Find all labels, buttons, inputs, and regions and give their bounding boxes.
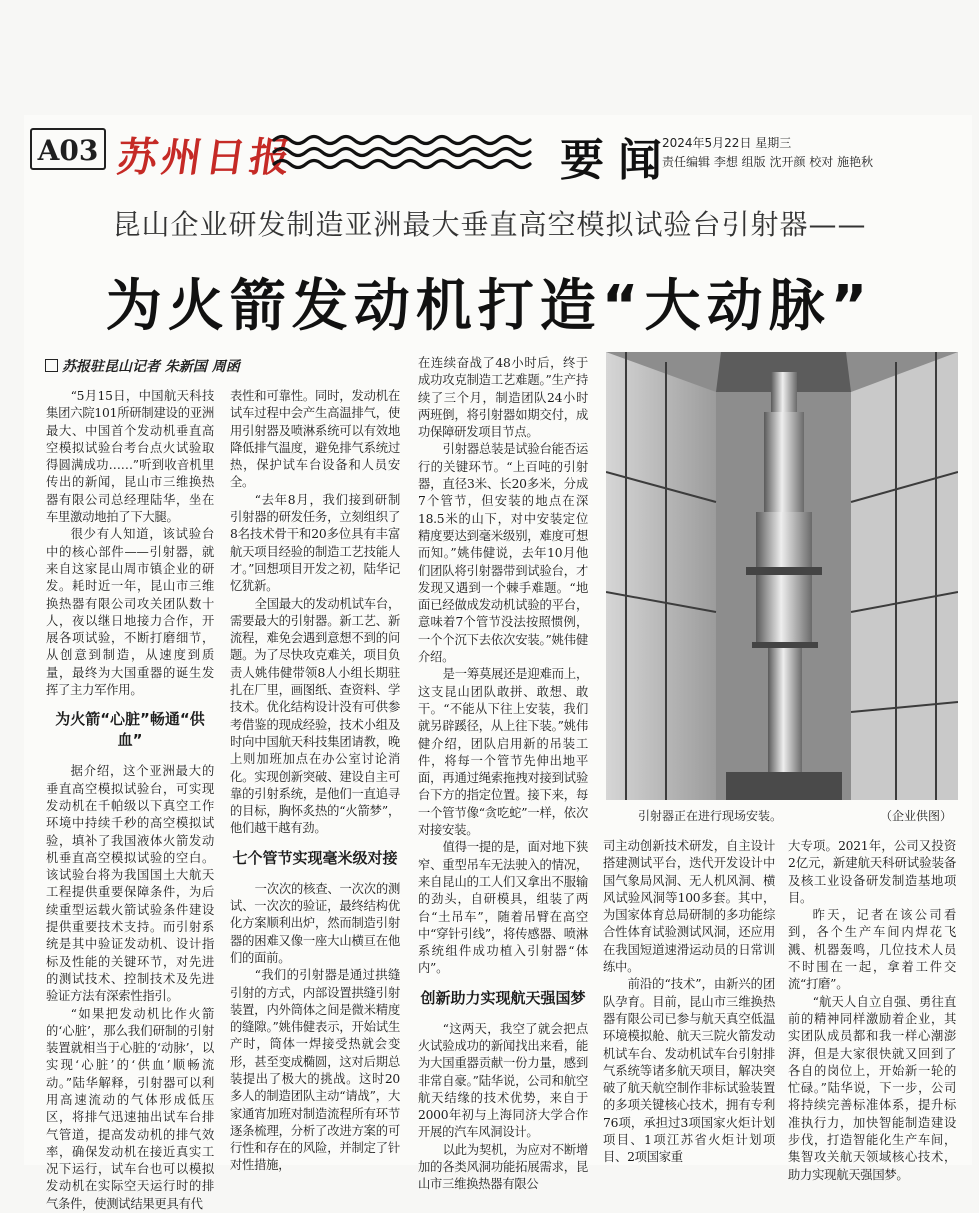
paragraph: 前沿的“技术”，由新兴的团队孕育。目前，昆山市三维换热器有限公司已参与航天真空低温环境模拟舱、航天三院火箭发动机试车台、发动机试车台引射排气系统等诸多航天项目，解决突破了航天航空制作非标试验装置的多项关键核心技术，拥有专利76项，承担过3项国家火炬计划项目、1项江苏省火炬计划项目、2项国家重 bbox=[603, 976, 775, 1166]
section-title: 要闻 bbox=[560, 124, 676, 188]
column-1 bbox=[46, 388, 214, 1213]
paragraph: 在连续奋战了48小时后，终于成功攻克制造工艺难题。”生产持续了三个月，制造团队24小时两班倒，将引射器如期交付，成功保障研发项目节点。 bbox=[418, 355, 588, 441]
column-5 bbox=[788, 838, 956, 1184]
paragraph: 据介绍，这个亚洲最大的垂直高空模拟试验台，可实现发动机在千帕级以下真空工作环境中持续千秒的高空模拟试验，填补了我国液体火箭发动机垂直高空模拟试验的空白。该试验台将为我国国土大航天工程提供重要保障条件，为后续重型运载火箭试验条件建设提供重要技术支持。而引射系统是其中验证发动机、设计指标及性能的关键环节，对先进的测试技术、控制技术及先进验证方法有深索性指引。 bbox=[46, 763, 214, 1005]
paragraph: 表性和可靠性。同时，发动机在试车过程中会产生高温排气，使用引射器及喷淋系统可以有效地降低排气温度，避免排气系统过热，保护试车台设备和人员安全。 bbox=[230, 388, 400, 492]
paragraph: “如果把发动机比作火箭的‘心脏’，那么我们研制的引射装置就相当于心脏的‘动脉’，以实现‘心脏’的‘供血’顺畅流动。”陆华解释，引射器可以利用高速流动的气体形成低压区，将排气迅速抽出试车台排气管道，提高发动机的排气效率，确保发动机在接近真实工况下运行，试车台也可以模拟发动机在实际空天运行时的排气条件，使测试结果更具有代 bbox=[46, 1006, 214, 1213]
article-photo bbox=[606, 352, 958, 800]
paragraph: 司主动创新技术研发，自主设计搭建测试平台，迭代开发设计中国气象局风洞、无人机风洞、横风试验风洞等100多套。其中，为国家体育总局研制的多功能综合性体育试验测试风洞，还应用在我国短道速滑运动员的日常训练中。 bbox=[603, 838, 775, 976]
ejector-installation-photo bbox=[606, 352, 958, 800]
column-2 bbox=[230, 388, 400, 1175]
paragraph: “5月15日，中国航天科技集团六院101所研制建设的亚洲最大、中国首个发动机垂直高空模拟试验台考台点火试验取得圆满成功……”听到收音机里传出的新闻，昆山市三维换热器有限公司总经理陆华，坐在车里激动地拍了下大腿。 bbox=[46, 388, 214, 526]
section-heading: 为火箭“心脏”畅通“供血” bbox=[46, 709, 214, 751]
paragraph: 很少有人知道，该试验台中的核心部件——引射器，就来自这家昆山周市镇企业的研发。耗时近一年，昆山市三维换热器有限公司攻关团队数十人，夜以继日地接力合作，开展各项试验，不断打磨细节，从创意到制造，从速度到质量，最终为大国重器的诞生发挥了主力军作用。 bbox=[46, 526, 214, 699]
wave-decoration-icon bbox=[272, 132, 542, 172]
paragraph: 是一筹莫展还是迎难而上，这支昆山团队敢拼、敢想、敢干。“不能从下往上安装，我们就另辟蹊径，从上往下装。”姚伟健介绍，团队启用新的吊装工件，将每一个管节先伸出地平面，再通过绳索拖拽对接到试验台下方的指定位置。接下来，每一个管节像“贪吃蛇”一样，依次对接安装。 bbox=[418, 666, 588, 839]
paragraph: 值得一提的是，面对地下狭窄、重型吊车无法驶入的情况，来自昆山的工人们又拿出不服输的劲头，自研模具，组装了两台“土吊车”，随着吊臂在高空中“穿针引线”，将传感器、喷淋系统组件成功植入引射器“体内”。 bbox=[418, 839, 588, 977]
article-subheadline: 昆山企业研发制造亚洲最大垂直高空模拟试验台引射器—— bbox=[0, 203, 979, 243]
section-heading: 七个管节实现毫米级对接 bbox=[230, 848, 400, 869]
byline bbox=[45, 356, 240, 376]
paragraph: “去年8月，我们接到研制引射器的研发任务，立刻组织了8名技术骨干和20多位具有丰富航天项目经验的制造工艺技能人才。”回想项目开发之初，陆华记忆犹新。 bbox=[230, 492, 400, 596]
photo-credit: （企业供图） bbox=[880, 807, 952, 824]
paragraph: “这两天，我空了就会把点火试验成功的新闻找出来看，能为大国重器贡献一份力量，感到非常自豪。”陆华说，公司和航空航天结缘的技术优势，来自于2000年初与上海同济大学合作开展的汽车风洞设计。 bbox=[418, 1021, 588, 1142]
page-number: A03 bbox=[30, 128, 106, 170]
paragraph: 以此为契机，为应对不断增加的各类风洞功能拓展需求，昆山市三维换热器有限公 bbox=[418, 1142, 588, 1194]
photo-caption-bar bbox=[606, 803, 958, 827]
paragraph: “我们的引射器是通过拱缝引射的方式，内部设置拱缝引射装置，内外筒体之间是微米精度的缝隙。”姚伟健表示，开始试生产时，筒体一焊接受热就会变形，甚至变成椭圆，这对后期总装提出了极大的挑战。这时20多人的制造团队主动“请战”，大家通宵加班对制造流程所有环节逐条梳理，分析了改进方案的可行性和存在的风险，并制定了针对性措施， bbox=[230, 967, 400, 1175]
section-heading: 创新助力实现航天强国梦 bbox=[418, 988, 588, 1009]
paragraph: 一次次的核查、一次次的测试、一次次的验证，最终结构优化方案顺利出炉，然而制造引射器的困难又像一座大山横亘在他们的面前。 bbox=[230, 881, 400, 967]
paragraph: 大专项。2021年，公司又投资2亿元，新建航天科研试验装备及核工业设备研发制造基地项目。 bbox=[788, 838, 956, 907]
paragraph: “航天人自立自强、勇往直前的精神同样激励着企业，其实团队成员都和我一样心潮澎湃，但是大家很快就又回到了各自的岗位上，开始新一轮的忙碌。”陆华说，下一步，公司将持续完善标准体系，提升标准执行力，加快智能制造建设步伐，打造智能化生产车间，集智攻关航天领域核心技术，助力实现航天强国梦。 bbox=[788, 994, 956, 1184]
column-4 bbox=[603, 838, 775, 1167]
paragraph: 引射器总装是试验台能否运行的关键环节。“上百吨的引射器，直径3米、长20多米，分成7个管节，但安装的地点在深18.5米的山下，对中安装定位精度要达到毫米级别，难度可想而知。”姚伟健说，去年10月他们团队将引射器带到试验台，才发现又遇到一个棘手难题。“地面已经做成发动机试验的平台，意味着7个管节没法按照惯例，一个个沉下去依次安装。”姚伟健介绍。 bbox=[418, 441, 588, 666]
article-headline: 为火箭发动机打造“大动脉” bbox=[0, 262, 979, 342]
issue-date: 2024年5月22日 星期三 bbox=[662, 134, 791, 151]
paragraph: 昨天，记者在该公司看到，各个生产车间内焊花飞溅、机器轰鸣，几位技术人员不时围在一起，拿着工件交流“打磨”。 bbox=[788, 907, 956, 993]
byline-box-icon bbox=[45, 359, 58, 372]
editors-credit: 责任编辑 李想 组版 沈开颜 校对 施艳秋 bbox=[662, 153, 873, 170]
paragraph: 全国最大的发动机试车台，需要最大的引射器。新工艺、新流程，难免会遇到意想不到的问题。为了尽快攻克难关，项目负责人姚伟健带领8人小组长期驻扎在厂里，画图纸、查资料、学技术。优化结构设计没有可供参考借鉴的现成经验，技术小组及时向中国航天科技集团请教，晚上则加班加点在办公室讨论消化。实现创新突破、建设自主可靠的引射系统，是他们一直追寻的目标，胸怀炙热的“火箭梦”，他们越干越有劲。 bbox=[230, 596, 400, 838]
byline-text: 苏报驻昆山记者 朱新国 周函 bbox=[62, 359, 240, 375]
paper-name: 苏州日报 bbox=[114, 126, 298, 183]
column-3 bbox=[418, 355, 588, 1194]
photo-caption: 引射器正在进行现场安装。 bbox=[638, 807, 782, 824]
